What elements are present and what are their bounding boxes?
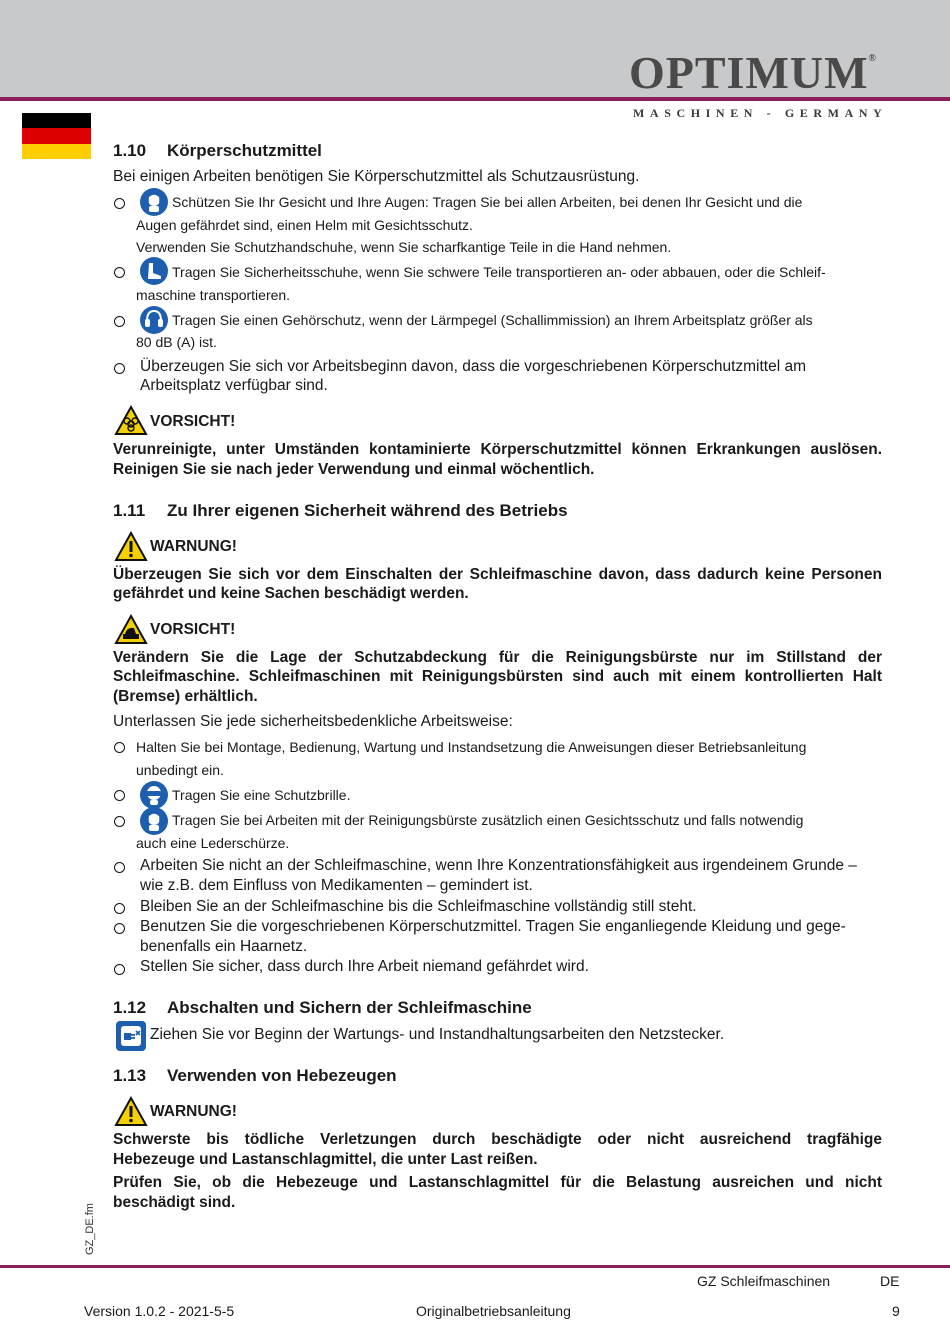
section-number: 1.13 bbox=[113, 1066, 147, 1085]
warning-text: Prüfen Sie, ob die Hebezeuge und Lastanschlagmittel für die Belastung ausreichen und nicht bbox=[113, 1174, 882, 1191]
caution-label: VORSICHT! bbox=[150, 621, 236, 638]
warning-label: WARNUNG! bbox=[150, 1103, 237, 1120]
brand-logo bbox=[629, 47, 877, 98]
face-shield-icon bbox=[139, 806, 169, 836]
bullet-text: Augen gefährdet sind, einen Helm mit Gesichtsschutz. bbox=[136, 217, 473, 233]
bullet-text: maschine transportieren. bbox=[136, 287, 291, 303]
bullet-text: Tragen Sie einen Gehörschutz, wenn der Lärmpegel (Schallimmission) an Ihrem Arbeitsplatz größer als bbox=[172, 312, 813, 328]
hand-crush-caution-icon bbox=[114, 614, 148, 646]
bullet-text: Stellen Sie sicher, dass durch Ihre Arbeit niemand gefährdet wird. bbox=[140, 958, 589, 975]
caution-text: Schleifmaschine. Schleifmaschinen mit Reinigungsbürsten sind auch mit einem kontrollierten Halt bbox=[113, 668, 882, 685]
ear-protection-icon bbox=[139, 305, 169, 335]
german-flag-icon bbox=[22, 113, 91, 159]
section-number: 1.12 bbox=[113, 998, 147, 1017]
warning-text: beschädigt sind. bbox=[113, 1194, 236, 1211]
footer-version: Version 1.0.2 - 2021-5-5 bbox=[84, 1303, 235, 1319]
footer-rule bbox=[0, 1265, 950, 1268]
bullet-text: auch eine Lederschürze. bbox=[136, 835, 290, 851]
bullet-icon bbox=[114, 923, 125, 934]
bullet-text: Verwenden Sie Schutzhandschuhe, wenn Sie scharfkantige Teile in die Hand nehmen. bbox=[136, 239, 672, 255]
side-file-label: GZ_DE.fm bbox=[84, 1203, 96, 1255]
section-number: 1.11 bbox=[113, 501, 146, 520]
section-heading-1-11 bbox=[113, 501, 568, 521]
section-title: Zu Ihrer eigenen Sicherheit während des Betriebs bbox=[167, 501, 568, 520]
safety-shoes-icon bbox=[139, 256, 169, 286]
section-heading-1-13 bbox=[113, 1066, 397, 1086]
footer-product: GZ Schleifmaschinen bbox=[697, 1273, 831, 1289]
logo-registered: ® bbox=[868, 53, 877, 64]
bullet-icon bbox=[114, 316, 125, 327]
warning-triangle-icon bbox=[114, 531, 148, 563]
caution-text: Verunreinigte, unter Umständen kontaminierte Körperschutzmittel können Erkrankungen auslösen. bbox=[113, 441, 882, 458]
bullet-icon bbox=[114, 862, 125, 873]
section-intro: Bei einigen Arbeiten benötigen Sie Körperschutzmittel als Schutzausrüstung. bbox=[113, 168, 640, 185]
bullet-icon bbox=[114, 903, 125, 914]
bullet-icon bbox=[114, 363, 125, 374]
bullet-text: Tragen Sie bei Arbeiten mit der Reinigungsbürste zusätzlich einen Gesichtsschutz und falls notwendig bbox=[172, 812, 804, 828]
section-intro: Unterlassen Sie jede sicherheitsbedenkliche Arbeitsweise: bbox=[113, 713, 513, 730]
section-number: 1.10 bbox=[113, 141, 147, 160]
warning-text: Schwerste bis tödliche Verletzungen durch beschädigte oder nicht ausreichend tragfähige bbox=[113, 1131, 882, 1148]
bullet-text: Arbeitsplatz verfügbar sind. bbox=[140, 377, 328, 394]
face-shield-icon bbox=[139, 187, 169, 217]
footer-language: DE bbox=[880, 1273, 900, 1289]
unplug-mains-icon bbox=[116, 1021, 146, 1051]
bullet-text: Halten Sie bei Montage, Bedienung, Wartung und Instandsetzung die Anweisungen dieser Betriebsanleitung bbox=[136, 739, 807, 755]
section-text: Ziehen Sie vor Beginn der Wartungs- und Instandhaltungsarbeiten den Netzstecker. bbox=[150, 1026, 725, 1043]
biohazard-caution-icon bbox=[114, 405, 148, 437]
caution-label: VORSICHT! bbox=[150, 413, 236, 430]
bullet-text: Arbeiten Sie nicht an der Schleifmaschine, wenn Ihre Konzentrationsfähigkeit aus irgendeinem Grunde – bbox=[140, 857, 857, 874]
caution-text: (Bremse) erhältlich. bbox=[113, 688, 258, 705]
caution-text: Verändern Sie die Lage der Schutzabdeckung für die Reinigungsbürste nur im Stillstand der bbox=[113, 649, 882, 666]
bullet-icon bbox=[114, 267, 125, 278]
caution-text: Reinigen Sie sie nach jeder Verwendung und einmal wöchentlich. bbox=[113, 461, 595, 478]
logo-subtitle: MASCHINEN - GERMANY bbox=[633, 106, 888, 120]
page-number: 9 bbox=[892, 1303, 900, 1319]
bullet-text: Schützen Sie Ihr Gesicht und Ihre Augen: Tragen Sie bei allen Arbeiten, bei denen Ihr Gesicht und die bbox=[172, 194, 803, 210]
bullet-text: benenfalls ein Haarnetz. bbox=[140, 938, 308, 955]
warning-triangle-icon bbox=[114, 1096, 148, 1128]
bullet-text: Benutzen Sie die vorgeschriebenen Körperschutzmittel. Tragen Sie enganliegende Kleidung und gege- bbox=[140, 918, 846, 935]
bullet-text: unbedingt ein. bbox=[136, 762, 224, 778]
bullet-text: Tragen Sie eine Schutzbrille. bbox=[172, 787, 351, 803]
bullet-text: 80 dB (A) ist. bbox=[136, 334, 217, 350]
section-heading-1-10 bbox=[113, 141, 322, 161]
bullet-text: wie z.B. dem Einfluss von Medikamenten – gemindert ist. bbox=[140, 877, 533, 894]
section-heading-1-12 bbox=[113, 998, 532, 1018]
bullet-text: Tragen Sie Sicherheitsschuhe, wenn Sie schwere Teile transportieren an- oder abbauen, oder die Schleif- bbox=[172, 264, 826, 280]
bullet-icon bbox=[114, 790, 125, 801]
logo-text: OPTIMUM bbox=[629, 47, 869, 98]
warning-text: Hebezeuge und Lastanschlagmittel, die unter Last reißen. bbox=[113, 1151, 538, 1168]
footer-doc-type: Originalbetriebsanleitung bbox=[416, 1303, 571, 1319]
warning-text: gefährdet und keine Sachen beschädigt werden. bbox=[113, 585, 469, 602]
section-title: Körperschutzmittel bbox=[167, 141, 322, 160]
warning-text: Überzeugen Sie sich vor dem Einschalten der Schleifmaschine davon, dass dadurch keine Personen bbox=[113, 566, 882, 583]
bullet-icon bbox=[114, 816, 125, 827]
bullet-text: Überzeugen Sie sich vor Arbeitsbeginn davon, dass die vorgeschriebenen Körperschutzmittel am bbox=[140, 358, 807, 375]
bullet-text: Bleiben Sie an der Schleifmaschine bis die Schleifmaschine vollständig still steht. bbox=[140, 898, 697, 915]
section-title: Abschalten und Sichern der Schleifmaschine bbox=[167, 998, 532, 1017]
bullet-icon bbox=[114, 964, 125, 975]
bullet-icon bbox=[114, 742, 125, 753]
warning-label: WARNUNG! bbox=[150, 538, 237, 555]
bullet-icon bbox=[114, 198, 125, 209]
section-title: Verwenden von Hebezeugen bbox=[167, 1066, 397, 1085]
